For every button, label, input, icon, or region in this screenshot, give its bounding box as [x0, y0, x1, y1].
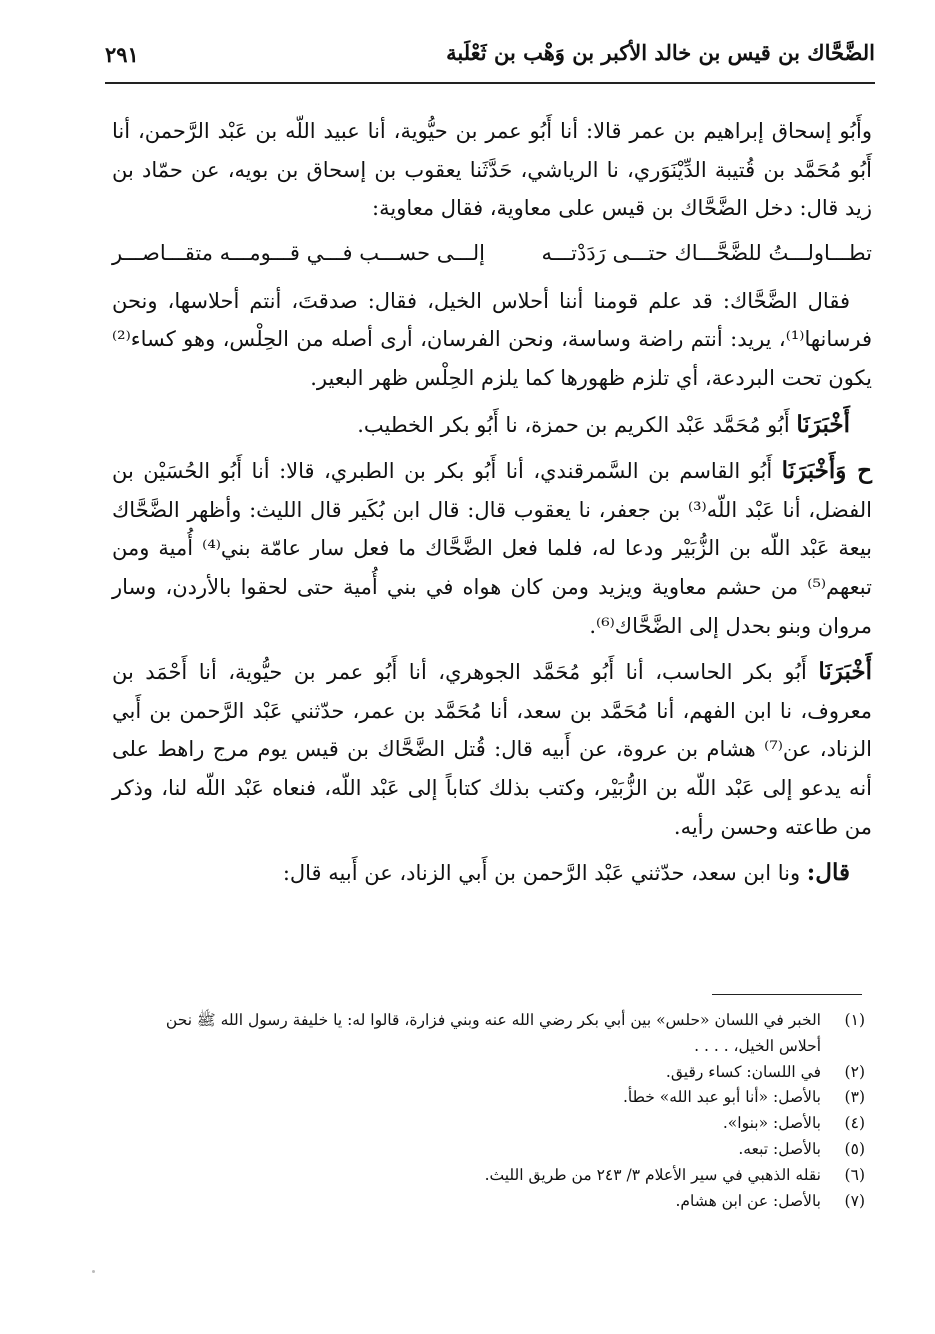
footnote-number: (٥): [844, 1139, 865, 1158]
footnote-text: بالأصل: «بنوا».: [722, 1114, 821, 1133]
verse-second-hemistich: إلـــى حســـب فـــي قـــومـــه متقـــاصـــر: [112, 240, 485, 265]
footnote-item: [120, 1189, 865, 1215]
paragraph-5: [112, 653, 872, 846]
footnote-number: (١): [844, 1011, 865, 1029]
paragraph-3-lead: أَخْبَرَنَا: [796, 410, 850, 438]
footnote-number: (٢): [844, 1062, 865, 1081]
footnote-rule: [712, 994, 862, 995]
footnote-number: (٧): [844, 1191, 865, 1210]
paragraph-5-lead: أَخْبَرَنَا: [818, 658, 872, 686]
paragraph-6: [112, 854, 872, 893]
verse-first-hemistich: تطـــاولـــتُ للضَّحَّـــاك حتـــى رَدَدْتـــه: [541, 240, 872, 265]
footnote-item: [120, 1137, 865, 1163]
footnote-number: (٣): [844, 1088, 865, 1107]
footnote-item: [120, 1008, 865, 1060]
footnote-text: الخبر في اللسان «حلس» بين أبي بكر رضي الله عنه وبني فزارة، قالوا له: يا خليفة رسول الله ﷺ نحن أحلاس الخيل، . . . .: [165, 1011, 821, 1055]
page-header: [105, 36, 875, 84]
footnotes: [120, 1008, 865, 1214]
paragraph-3: [112, 406, 872, 445]
main-text: [112, 112, 872, 893]
footnote-number: (٤): [844, 1114, 865, 1133]
paragraph-3-text: أَبُو مُحَمَّد عَبْد الكريم بن حمزة، نا أَبُو بكر الخطيب.: [357, 412, 797, 437]
paragraph-4: [112, 452, 872, 645]
paragraph-4-text: أَبُو القاسم بن السَّمرقندي، أنا أَبُو بكر بن الطبري، قالا: أنا أَبُو الحُسَيْن بن الفضل، أنا عَبْد اللّه⁽³⁾ بن جعفر، نا يعقوب قال: قال ابن بُكَير قال الليث: وأظهر الضَّحَّاك بيعة عَبْد اللّه بن الزُّبَيْر ودعا له، فلما فعل الضَّحَّاك ما فعل سار عامّة بني⁽⁴⁾ أُمية ومن تبعهم⁽⁵⁾ من حشم معاوية ويزيد ومن كان هواه في بني أُمية حتى لحقوا بالأردن، وسار مروان وبنو بحدل إلى الضَّحَّاك⁽⁶⁾.: [112, 459, 872, 638]
paragraph-6-lead: قال:: [806, 859, 850, 887]
footnote-item: [120, 1060, 865, 1086]
poem-verse: [112, 234, 872, 272]
scan-speck: [92, 1270, 95, 1273]
footnote-item: [120, 1111, 865, 1137]
paragraph-4-lead: ح وَأَخْبَرَنَا: [781, 457, 873, 485]
running-head: الضَّحَّاك بن قيس بن خالد الأكبر بن وَهْب بن ثَعْلَبة: [446, 40, 875, 65]
footnote-text: نقله الذهبي في سير الأعلام ٣/ ٢٤٣ من طريق الليث.: [484, 1165, 821, 1184]
footnote-number: (٦): [844, 1165, 865, 1184]
footnote-text: بالأصل: عن ابن هشام.: [675, 1191, 821, 1210]
footnote-item: [120, 1163, 865, 1189]
page-number: ٢٩١: [105, 42, 139, 67]
paragraph-6-text: ونا ابن سعد، حدّثني عَبْد الرَّحمن بن أَبي الزناد، عن أَبيه قال:: [282, 861, 807, 886]
footnote-text: بالأصل: تبعه.: [738, 1139, 821, 1158]
paragraph-5-text: أَبُو بكر الحاسب، أنا أَبُو مُحَمَّد الجوهري، أنا أَبُو عمر بن حيُّوية، أنا أَحْمَد بن معروف، نا ابن الفهم، أنا مُحَمَّد بن سعد، أنا مُحَمَّد بن عمر، حدّثني عَبْد الرَّحمن بن أَبي الزناد، عن⁽⁷⁾ هشام بن عروة، عن أَبيه قال: قُتل الضَّحَّاك بن قيس يوم مرج راهط على أنه يدعو إلى عَبْد اللّه بن الزُّبَيْر، وكتب بذلك كتاباً إلى عَبْد اللّه، فنعاه عَبْد اللّه لنا، وذكر من طاعته وحسن رأيه.: [112, 660, 872, 839]
footnote-text: بالأصل: «أنا أبو عبد الله» خطأ.: [622, 1088, 821, 1107]
header-rule: [105, 82, 875, 84]
footnote-text: في اللسان: كساء رقيق.: [665, 1062, 821, 1081]
paragraph-1: وأَبُو إسحاق إبراهيم بن عمر قالا: أنا أَبُو عمر بن حيُّوية، أنا عبيد اللّه بن عَبْد الرَّحمن، أنا أَبُو مُحَمَّد بن قُتيبة الدِّيْنَوَري، نا الرياشي، حَدَّثَنا يعقوب بن إسحاق بن بويه، عن حمّاد بن زيد قال: دخل الضَّحَّاك بن قيس على معاوية، فقال معاوية:: [112, 119, 872, 221]
footnote-item: [120, 1085, 865, 1111]
paragraph-2: فقال الضَّحَّاك: قد علم قومنا أننا أحلاس الخيل، فقال: صدقتَ، أنتم أحلاسها، ونحن فرسانها⁽¹⁾، يريد: أنتم راضة وساسة، ونحن الفرسان، أرى أصله من الحِلْس، وهو كساء⁽²⁾ يكون تحت البردعة، أي تلزم ظهورها كما يلزم الحِلْس ظهر البعير.: [112, 288, 872, 390]
